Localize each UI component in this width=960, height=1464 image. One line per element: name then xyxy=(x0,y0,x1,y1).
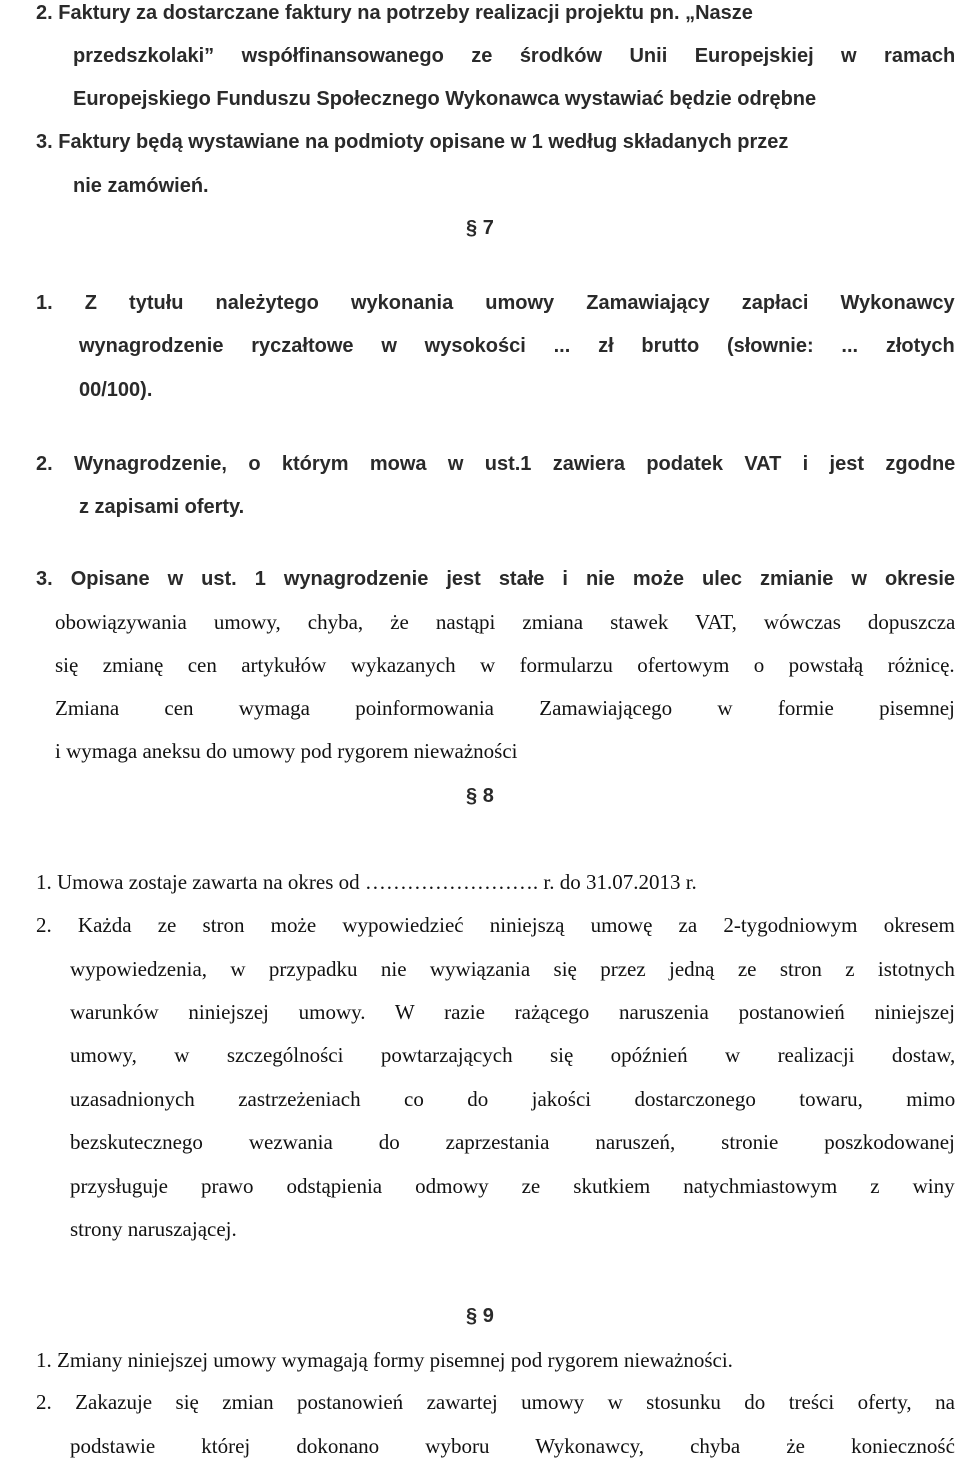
section-sign-icon: § xyxy=(466,217,478,239)
section-heading-8: § 8 xyxy=(466,785,494,807)
text-line: strony naruszającej. xyxy=(70,1217,237,1241)
text-line: bezskutecznego wezwania do zaprzestania naruszeń, stronie poszkodowanej xyxy=(70,1130,955,1154)
section-sign-icon: § xyxy=(466,785,478,807)
text-line: i wymaga aneksu do umowy pod rygorem nieważności xyxy=(55,739,518,763)
text-line: wynagrodzenie ryczałtowe w wysokości ... zł brutto (słownie: ... złotych xyxy=(79,335,955,357)
text-line: podstawie której dokonano wyboru Wykonawcy, chyba że konieczność xyxy=(70,1434,955,1458)
section-heading-7: § 7 xyxy=(466,217,494,239)
text-line: 3. Opisane w ust. 1 wynagrodzenie jest stałe i nie może ulec zmianie w okresie xyxy=(36,568,956,590)
text-line: 1. Z tytułu należytego wykonania umowy Zamawiający zapłaci Wykonawcy xyxy=(36,292,955,314)
text-line: Europejskiego Funduszu Społecznego Wykonawca wystawiać będzie odrębne xyxy=(73,88,817,110)
text-line: obowiązywania umowy, chyba, że nastąpi zmiana stawek VAT, wówczas dopuszcza xyxy=(55,610,956,634)
text-line: 2. Każda ze stron może wypowiedzieć niniejszą umowę za 2-tygodniowym okresem xyxy=(36,913,955,937)
text-line: się zmianę cen artykułów wykazanych w formularzu ofertowym o powstałą różnicę. xyxy=(55,653,955,677)
text-line: wypowiedzenia, w przypadku nie wywiązania się przez jedną ze stron z istotnych xyxy=(70,957,955,981)
text-line: 00/100). xyxy=(79,379,153,401)
text-line: Zmiana cen wymaga poinformowania Zamawiającego w formie pisemnej xyxy=(55,696,955,720)
text-line: warunków niniejszej umowy. W razie rażącego naruszenia postanowień niniejszej xyxy=(70,1000,955,1024)
text-line: 1. Umowa zostaje zawarta na okres od ……………………. r. do 31.07.2013 r. xyxy=(36,870,697,894)
text-line: przysługuje prawo odstąpienia odmowy ze skutkiem natychmiastowym z winy xyxy=(70,1174,955,1198)
text-line: przedszkolaki” współfinansowanego ze środków Unii Europejskiej w ramach xyxy=(73,45,956,67)
text-line: umowy, w szczególności powtarzających się opóźnień w realizacji dostaw, xyxy=(70,1043,956,1067)
text-line: z zapisami oferty. xyxy=(79,496,245,518)
text-line: 2. Zakazuje się zmian postanowień zawartej umowy w stosunku do treści oferty, na xyxy=(36,1390,955,1414)
section-sign-icon: § xyxy=(466,1305,478,1327)
text-line: 1. Zmiany niniejszej umowy wymagają formy pisemnej pod rygorem nieważności. xyxy=(36,1348,733,1372)
text-line: 2. Faktury za dostarczane faktury na potrzeby realizacji projektu pn. „Nasze xyxy=(36,2,753,24)
text-line: nie zamówień. xyxy=(73,175,209,197)
text-line: 3. Faktury będą wystawiane na podmioty opisane w 1 według składanych przez xyxy=(36,131,789,153)
section-heading-9: § 9 xyxy=(466,1305,494,1327)
text-line: 2. Wynagrodzenie, o którym mowa w ust.1 zawiera podatek VAT i jest zgodne xyxy=(36,453,956,475)
text-line: uzasadnionych zastrzeżeniach co do jakości dostarczonego towaru, mimo xyxy=(70,1087,956,1111)
